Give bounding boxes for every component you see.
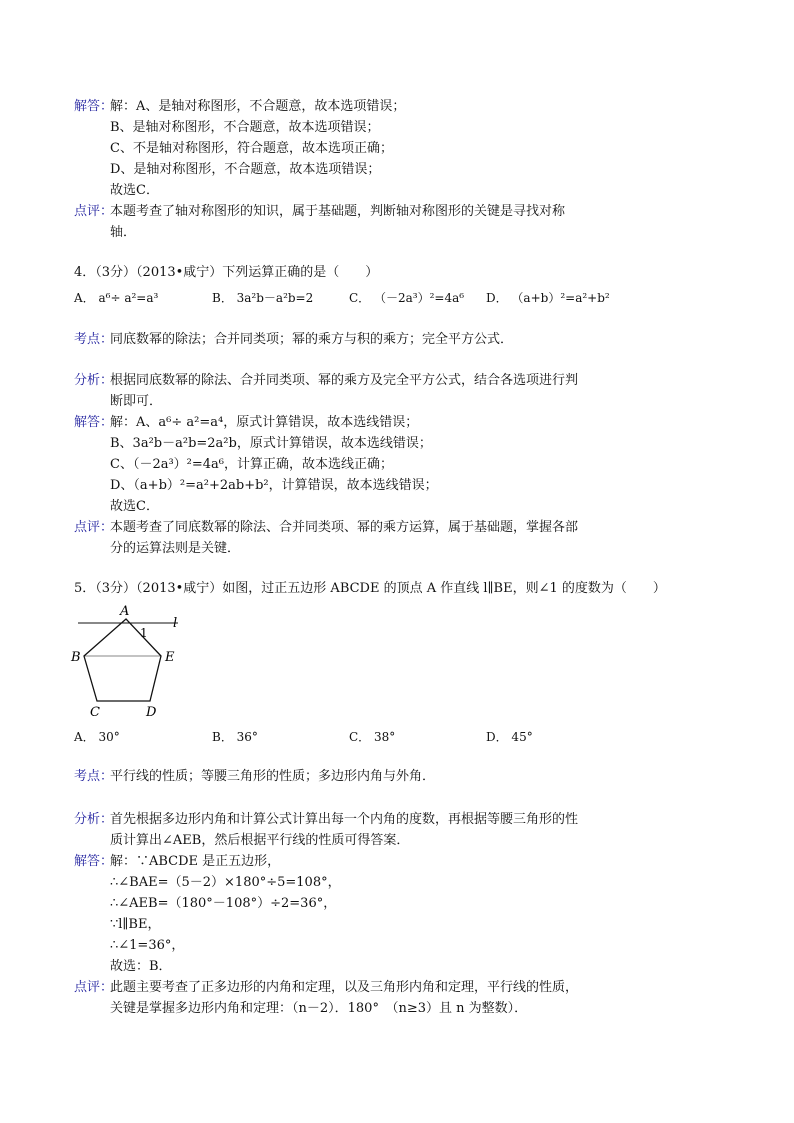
answer-line: ∴∠1=36°， — [110, 938, 185, 953]
pentagon-figure — [66, 600, 196, 718]
comment-line: 分的运算法则是关键． — [110, 541, 241, 556]
answer-line: C、不是轴对称图形，符合题意，故本选项正确； — [110, 141, 393, 156]
answer-line: 故选C． — [110, 499, 159, 514]
label-l: l — [173, 616, 178, 631]
comment-line: 此题主要考查了正多边形的内角和定理，以及三角形内角和定理，平行线的性质， — [110, 980, 579, 995]
comment-line: 关键是掌握多边形内角和定理：（n－2）．180° （n≥3）且 n 为整数）． — [110, 1001, 528, 1016]
label-d: D — [146, 705, 157, 718]
label-a: A — [120, 604, 130, 619]
kaodian-tag: 考点： — [74, 769, 114, 784]
dianping-tag: 点评： — [74, 520, 114, 535]
analysis-line: 断即可． — [110, 394, 163, 409]
label-b: B — [71, 650, 81, 665]
dianping-tag: 点评： — [74, 204, 114, 219]
analysis-line: 质计算出∠AEB，然后根据平行线的性质可得答案． — [110, 833, 410, 848]
answer-line: 故选C． — [110, 183, 159, 198]
analysis-line: 首先根据多边形内角和计算公式计算出每一个内角的度数，再根据等腰三角形的性 — [110, 812, 579, 827]
label-c: C — [90, 705, 100, 718]
answer-line: ∴∠AEB=（180°－108°）÷2=36°， — [110, 896, 337, 911]
option-a: A． 30° — [74, 730, 120, 744]
analysis-line: 根据同底数幂的除法、合并同类项、幂的乘方及完全平方公式，结合各选项进行判 — [110, 373, 579, 388]
option-b: B． 36° — [212, 730, 258, 744]
answer-line: 解：∵ABCDE 是正五边形， — [110, 854, 281, 869]
answer-line: D、（a+b）²=a²+2ab+b²，计算错误，故本选线错误； — [110, 478, 438, 493]
option-a: A． a⁶÷ a²=a³ — [74, 291, 159, 305]
jieda-tag: 解答： — [74, 415, 114, 430]
answer-line: 解：A、是轴对称图形，不合题意，故本选项错误； — [110, 99, 406, 114]
option-d: D． （a+b）²=a²+b² — [486, 291, 610, 305]
answer-line: ∵l∥BE， — [110, 917, 161, 932]
kaodian-text: 同底数幂的除法；合并同类项；幂的乘方与积的乘方；完全平方公式． — [110, 332, 514, 347]
answer-line: C、（－2a³）²=4a⁶，计算正确，故本选线正确； — [110, 457, 394, 472]
pentagon-abcde — [84, 619, 161, 701]
kaodian-text: 平行线的性质；等腰三角形的性质；多边形内角与外角． — [110, 769, 436, 784]
answer-line: B、3a²b－a²b=2a²b，原式计算错误，故本选线错误； — [110, 436, 432, 451]
jieda-tag: 解答： — [74, 854, 114, 869]
answer-line: 故选：B． — [110, 959, 172, 974]
label-angle-1: 1 — [140, 626, 148, 640]
answer-line: B、是轴对称图形，不合题意，故本选项错误； — [110, 120, 380, 135]
comment-line: 本题考查了轴对称图形的知识，属于基础题，判断轴对称图形的关键是寻找对称 — [110, 204, 566, 219]
fenxi-tag: 分析： — [74, 373, 114, 388]
option-c: C． 38° — [349, 730, 396, 744]
question-4: 4．（3分）（2013•咸宁）下列运算正确的是（ ） — [74, 265, 379, 280]
answer-line: 解：A、a⁶÷ a²=a⁴，原式计算错误，故本选线错误； — [110, 415, 419, 430]
question-5: 5．（3分）（2013•咸宁）如图，过正五边形 ABCDE 的顶点 A 作直线 l∥BE，则∠1 的度数为（ ） — [74, 581, 666, 596]
jieda-tag: 解答： — [74, 99, 114, 114]
comment-line: 轴． — [110, 225, 137, 240]
fenxi-tag: 分析： — [74, 812, 114, 827]
answer-line: ∴∠BAE=（5－2）×180°÷5=108°， — [110, 875, 341, 890]
answer-line: D、是轴对称图形，不合题意，故本选项错误； — [110, 162, 381, 177]
option-c: C． （－2a³）²=4a⁶ — [349, 291, 465, 305]
kaodian-tag: 考点： — [74, 332, 114, 347]
option-b: B． 3a²b－a²b=2 — [212, 291, 314, 305]
dianping-tag: 点评： — [74, 980, 114, 995]
comment-line: 本题考查了同底数幂的除法、合并同类项、幂的乘方运算，属于基础题，掌握各部 — [110, 520, 579, 535]
label-e: E — [165, 650, 175, 665]
option-d: D． 45° — [486, 730, 533, 744]
